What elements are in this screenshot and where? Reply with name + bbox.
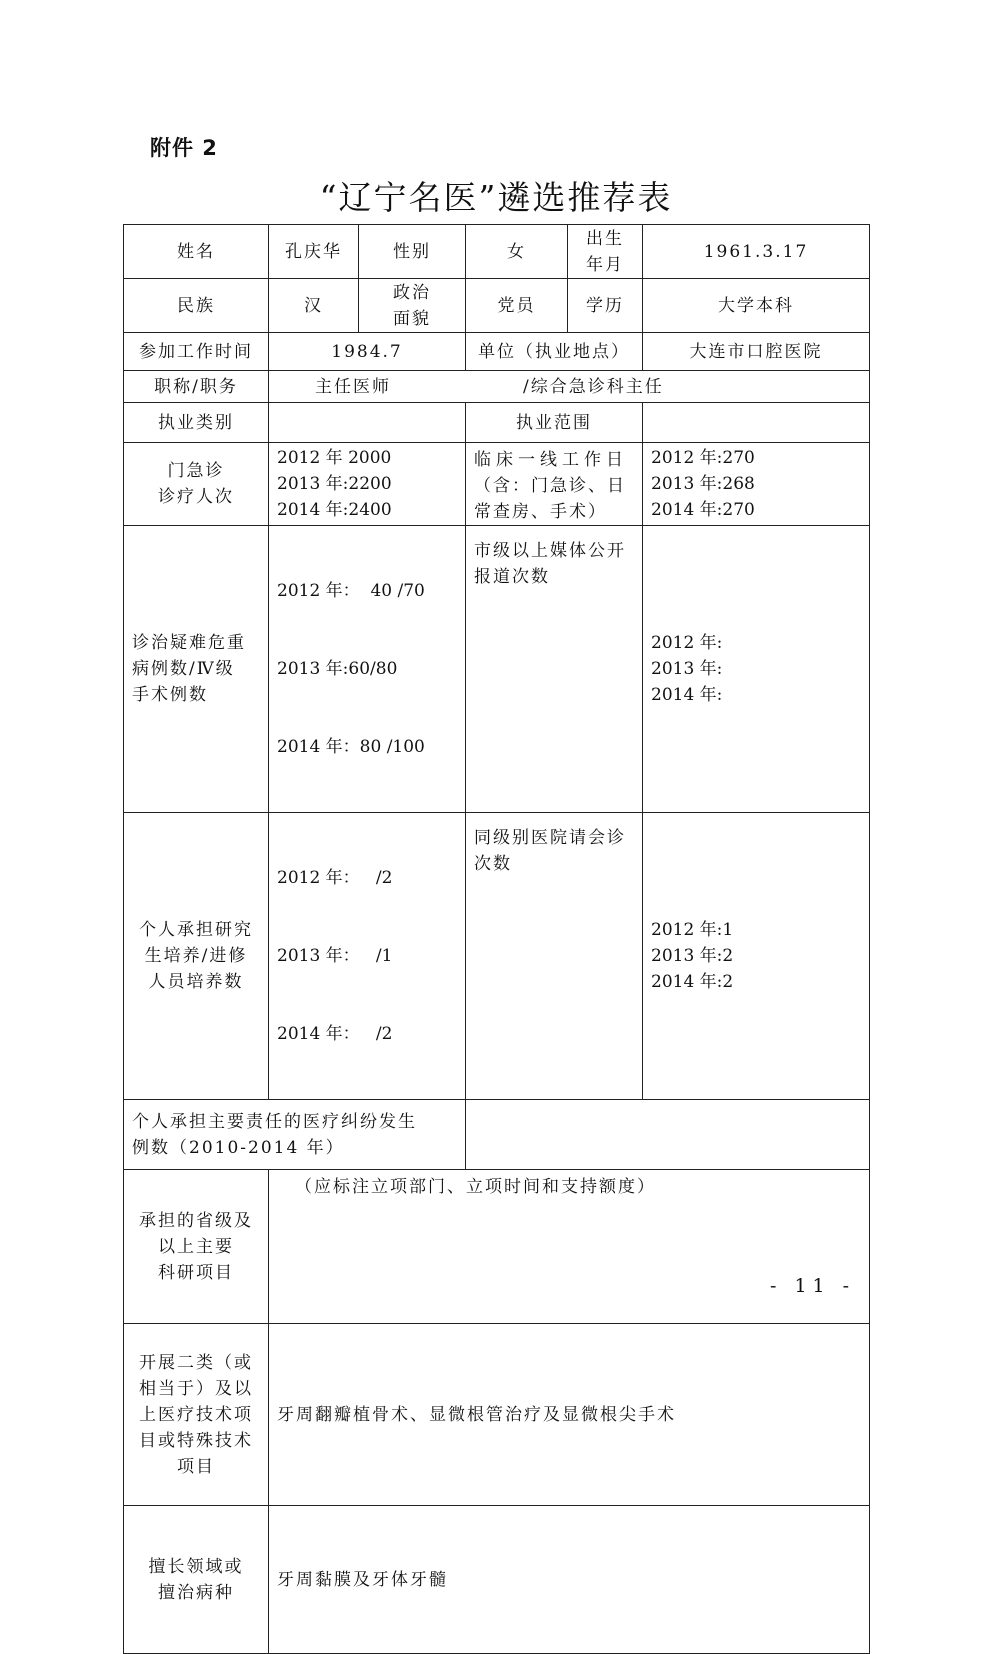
education-label: 学历 — [568, 279, 643, 333]
tech-label-line: 项目 — [177, 1456, 215, 1477]
specialty-label — [124, 1506, 269, 1654]
practice-scope-label: 执业范围 — [466, 403, 643, 443]
difficult-cases-label — [124, 526, 269, 813]
training-values — [269, 813, 466, 1100]
difficult-cases-label-line: 诊治疑难危重 — [132, 633, 246, 653]
clinical-days-label-line: 常查房、手术） — [474, 502, 607, 522]
table-row — [124, 333, 870, 371]
media-value-line: 2014 年: — [651, 685, 723, 705]
training-value-line: 2014 年： /2 — [277, 1024, 393, 1044]
form-title: “辽宁名医”遴选推荐表 — [319, 178, 673, 217]
research-label-line: 以上主要 — [158, 1236, 234, 1257]
gender-label: 性别 — [359, 225, 466, 279]
specialty-value: 牙周黏膜及牙体牙髓 — [269, 1506, 870, 1654]
table-row — [124, 371, 870, 403]
media-values — [643, 526, 870, 813]
table-row — [124, 403, 870, 443]
political-value: 党员 — [466, 279, 568, 333]
outpatient-label — [124, 443, 269, 526]
media-value-line: 2013 年: — [651, 659, 723, 679]
consult-value-line: 2012 年:1 — [651, 920, 734, 940]
table-row — [124, 279, 870, 333]
work-start-label: 参加工作时间 — [124, 333, 269, 371]
table-row — [124, 225, 870, 279]
research-note: （应标注立项部门、立项时间和支持额度） — [295, 1177, 656, 1197]
difficult-cases-label-line: 手术例数 — [132, 685, 208, 705]
clinical-days-label — [466, 443, 643, 526]
education-value: 大学本科 — [643, 279, 870, 333]
table-row — [124, 1506, 870, 1654]
clinical-days-label-line: （含：门急诊、日 — [474, 476, 626, 496]
outpatient-values — [269, 443, 466, 526]
birth-label-line: 出生 — [586, 228, 624, 249]
title-value-role: /综合急诊科主任 — [523, 376, 664, 397]
training-label — [124, 813, 269, 1100]
title-value — [269, 371, 870, 403]
research-label-line: 科研项目 — [158, 1262, 234, 1283]
page-number: - 11 - — [770, 1275, 856, 1297]
media-value-line: 2012 年: — [651, 633, 723, 653]
unit-label: 单位（执业地点） — [466, 333, 643, 371]
difficult-cases-value-line: 2013 年:60/80 — [277, 659, 398, 679]
tech-value: 牙周翻瓣植骨术、显微根管治疗及显微根尖手术 — [269, 1324, 870, 1506]
attachment-label: 附件 2 — [150, 136, 218, 160]
training-label-line: 个人承担研究 — [139, 920, 253, 940]
political-label-line: 面貌 — [393, 308, 431, 329]
name-label: 姓名 — [124, 225, 269, 279]
consult-label-line: 次数 — [474, 854, 512, 874]
clinical-days-value-line: 2012 年:270 — [651, 448, 755, 468]
training-value-line: 2013 年： /1 — [277, 946, 393, 966]
table-row — [124, 1100, 870, 1170]
dispute-label-line: 例数（2010-2014 年） — [132, 1137, 345, 1158]
media-label-line: 市级以上媒体公开 — [474, 541, 626, 561]
consult-values — [643, 813, 870, 1100]
difficult-cases-value-line: 2012 年： 40 /70 — [277, 581, 425, 601]
training-label-line: 生培养/进修 — [144, 946, 248, 966]
research-value — [269, 1170, 870, 1324]
specialty-label-line: 擅长领域或 — [148, 1556, 244, 1577]
name-value: 孔庆华 — [269, 225, 359, 279]
birth-label — [568, 225, 643, 279]
title-value-position: 主任医师 — [315, 376, 391, 397]
birth-label-line: 年月 — [586, 254, 624, 275]
table-row — [124, 1170, 870, 1324]
training-label-line: 人员培养数 — [148, 972, 244, 992]
table-row — [124, 526, 870, 813]
outpatient-value-line: 2012 年 2000 — [277, 448, 392, 468]
outpatient-value-line: 2013 年:2200 — [277, 474, 392, 494]
research-label — [124, 1170, 269, 1324]
clinical-days-values — [643, 443, 870, 526]
table-row — [124, 443, 870, 526]
outpatient-label-line: 门急诊 — [167, 461, 225, 481]
tech-label-line: 目或特殊技术 — [139, 1430, 253, 1451]
tech-label — [124, 1324, 269, 1506]
ethnic-label: 民族 — [124, 279, 269, 333]
consult-value-line: 2013 年:2 — [651, 946, 734, 966]
practice-type-value — [269, 403, 466, 443]
birth-value: 1961.3.17 — [643, 225, 870, 279]
consult-value-line: 2014 年:2 — [651, 972, 734, 992]
media-label — [466, 526, 643, 813]
ethnic-value: 汉 — [269, 279, 359, 333]
table-row — [124, 813, 870, 1100]
practice-scope-value — [643, 403, 870, 443]
outpatient-label-line: 诊疗人次 — [158, 487, 234, 507]
media-label-line: 报道次数 — [474, 567, 550, 587]
work-start-value: 1984.7 — [269, 333, 466, 371]
political-label — [359, 279, 466, 333]
table-row — [124, 1324, 870, 1506]
specialty-label-line: 擅治病种 — [158, 1582, 234, 1603]
tech-label-line: 开展二类（或 — [139, 1352, 253, 1373]
title-label: 职称/职务 — [124, 371, 269, 403]
clinical-days-value-line: 2013 年:268 — [651, 474, 755, 494]
research-label-line: 承担的省级及 — [139, 1210, 253, 1231]
gender-value: 女 — [466, 225, 568, 279]
dispute-value — [466, 1100, 870, 1170]
unit-value: 大连市口腔医院 — [643, 333, 870, 371]
dispute-label — [124, 1100, 466, 1170]
difficult-cases-value-line: 2014 年：80 /100 — [277, 737, 425, 757]
clinical-days-label-line: 临床一线工作日 — [474, 450, 628, 470]
tech-label-line: 上医疗技术项 — [139, 1404, 253, 1425]
training-value-line: 2012 年： /2 — [277, 868, 393, 888]
difficult-cases-label-line: 病例数/Ⅳ级 — [132, 659, 235, 679]
recommendation-form-table — [123, 224, 870, 1654]
consult-label-line: 同级别医院请会诊 — [474, 828, 626, 848]
clinical-days-value-line: 2014 年:270 — [651, 500, 755, 520]
dispute-label-line: 个人承担主要责任的医疗纠纷发生 — [132, 1111, 417, 1132]
tech-label-line: 相当于）及以 — [139, 1378, 253, 1399]
political-label-line: 政治 — [393, 282, 431, 303]
outpatient-value-line: 2014 年:2400 — [277, 500, 392, 520]
practice-type-label: 执业类别 — [124, 403, 269, 443]
difficult-cases-values — [269, 526, 466, 813]
consult-label — [466, 813, 643, 1100]
